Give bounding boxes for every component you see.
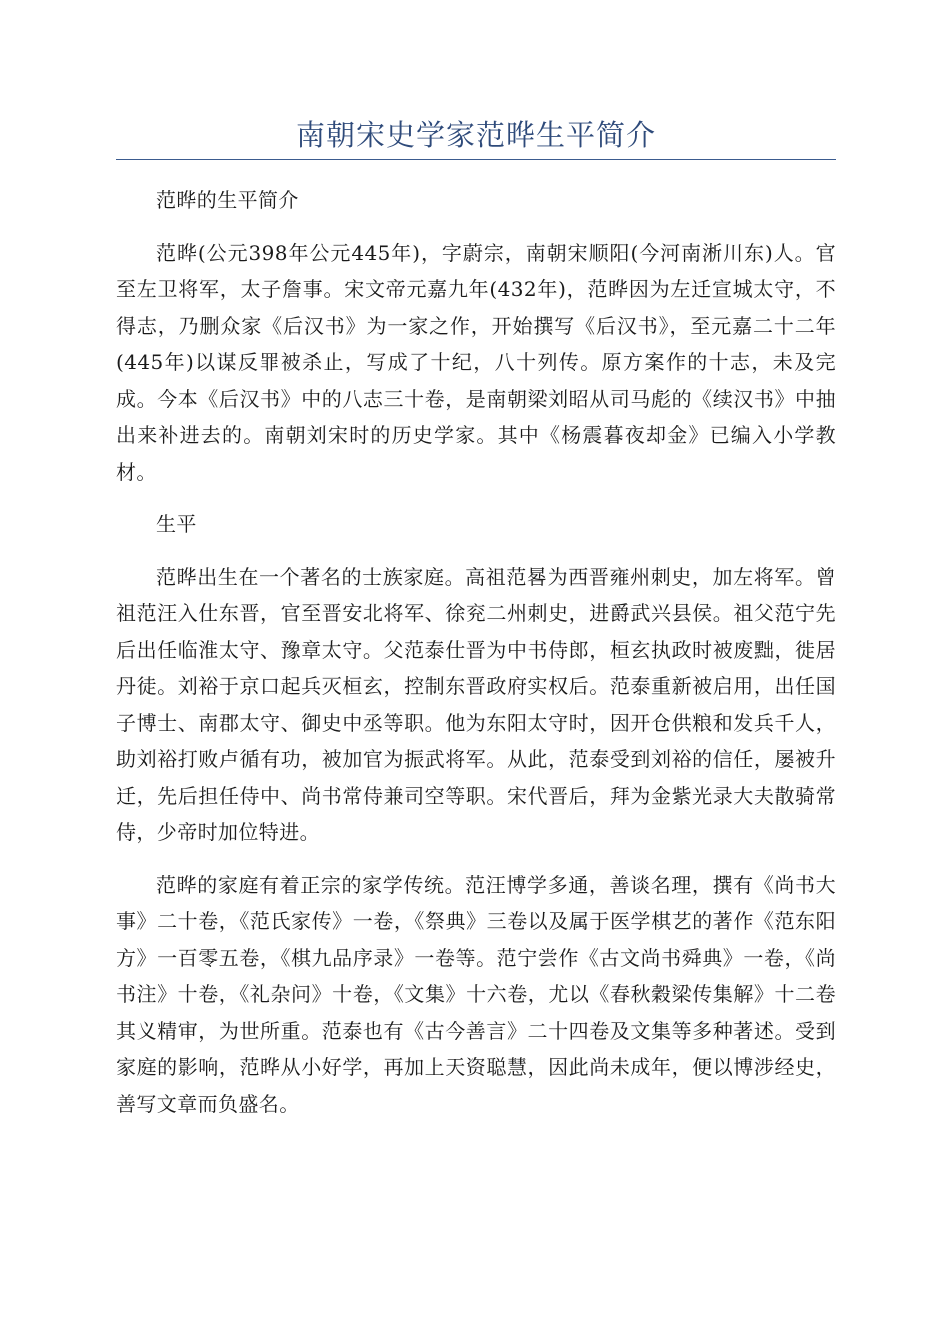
paragraph-intro: 范晔(公元398年公元445年)，字蔚宗，南朝宋顺阳(今河南淅川东)人。官至左卫将军，太子詹事。宋文帝元嘉九年(432年)，范晔因为左迁宣城太守，不得志，乃删众家《后汉书》为一家之作，开始撰写《后汉书》，至元嘉二十二年(445年)以谋反罪被杀止，写成了十纪，八十列传。原方案作的十志，未及完成。今本《后汉书》中的八志三十卷，是南朝梁刘昭从司马彪的《续汉书》中抽出来补进去的。南朝刘宋时的历史学家。其中《杨震暮夜却金》已编入小学教材。: [116, 240, 836, 484]
document-body: [116, 182, 836, 1122]
document-title: 南朝宋史学家范晔生平简介: [295, 118, 656, 152]
paragraph-family-tradition: 范晔的家庭有着正宗的家学传统。范汪博学多通，善谈名理，撰有《尚书大事》二十卷，《范氏家传》一卷，《祭典》三卷以及属于医学棋艺的著作《范东阳方》一百零五卷，《棋九品序录》一卷等。范宁尝作《古文尚书舜典》一卷，《尚书注》十卷，《礼杂问》十卷，《文集》十六卷，尤以《春秋穀梁传集解》十二卷其义精审，为世所重。范泰也有《古今善言》二十四卷及文集等多种著述。受到家庭的影响，范晔从小好学，再加上天资聪慧，因此尚未成年，便以博涉经史，善写文章而负盛名。: [116, 872, 836, 1116]
document-page: [116, 0, 836, 1138]
paragraph-family-background: 范晔出生在一个著名的士族家庭。高祖范晷为西晋雍州刺史，加左将军。曾祖范汪入仕东晋，官至晋安北将军、徐兖二州刺史，进爵武兴县侯。祖父范宁先后出任临淮太守、豫章太守。父范泰仕晋为中书侍郎，桓玄执政时被废黜，徙居丹徒。刘裕于京口起兵灭桓玄，控制东晋政府实权后。范泰重新被启用，出任国子博士、南郡太守、御史中丞等职。他为东阳太守时，因开仓供粮和发兵千人，助刘裕打败卢循有功，被加官为振武将军。从此，范泰受到刘裕的信任，屡被升迁，先后担任侍中、尚书常侍兼司空等职。宋代晋后，拜为金紫光录大夫散骑常侍，少帝时加位特进。: [116, 564, 836, 844]
title-underline: [116, 159, 836, 160]
section-heading-life: 生平: [156, 512, 197, 536]
section-heading-biography: 范晔的生平简介: [156, 188, 299, 212]
